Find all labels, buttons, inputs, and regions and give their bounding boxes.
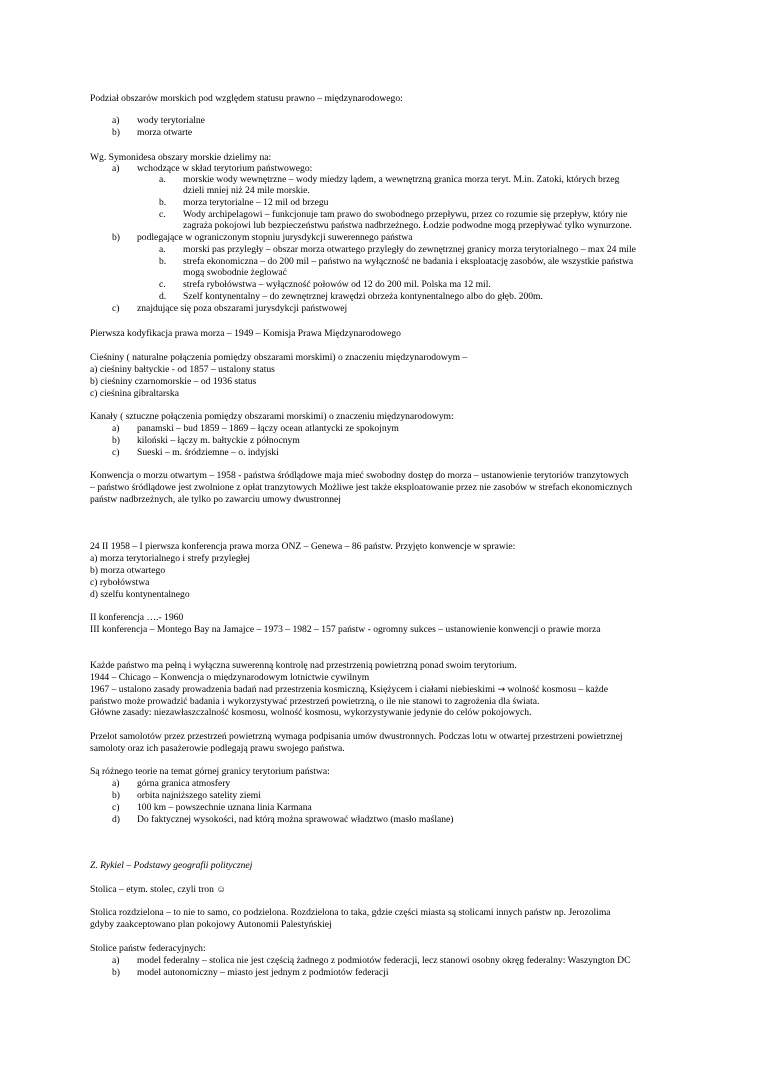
list-item: strefa rybołówstwa – wyłączność połowów od 12 do 200 mil. Polska ma 12 mil. xyxy=(183,279,491,290)
list-item: podlegające w ograniczonym stopniu jurysdykcji suwerennego państwa xyxy=(137,232,413,243)
list-marker: a) xyxy=(112,423,120,434)
divided-capital-line: gdyby zaakceptowano plan pokojowy Autonomii Palestyńskiej xyxy=(90,919,332,930)
list-item: znajdujące się poza obszarami jurysdykcji państwowej xyxy=(137,303,348,314)
list-marker: b) xyxy=(112,790,120,801)
list-marker: d) xyxy=(112,814,120,825)
flights-line: samoloty oraz ich pasażerowie podlegają prawu swojego państwa. xyxy=(90,743,345,754)
second-conference: II konferencja ….- 1960 xyxy=(90,612,184,623)
canals-intro: Kanały ( sztuczne połączenia pomiędzy obszarami morskimi) o znaczeniu międzynarodowym: xyxy=(90,411,454,422)
list-marker: a) xyxy=(112,163,120,174)
list-item: wchodzące w skład terytorium państwowego: xyxy=(137,163,313,174)
list-item-continuation: dzieli mniej niż 24 mile morskie. xyxy=(183,185,310,196)
list-item: Wody archipelagowi – funkcjonuje tam prawo do swobodnego przepływu, przez co rozumie się przepływ, który nie xyxy=(183,209,628,220)
federal-intro: Stolice państw federacyjnych: xyxy=(90,943,206,954)
list-marker: c. xyxy=(159,279,166,290)
list-item: Szelf kontynentalny – do zewnętrznej krawędzi obrzeża kontynentalnego albo do głęb. 200m. xyxy=(183,291,543,302)
list-item: orbita najniższego satelity ziemi xyxy=(137,790,261,801)
third-conference: III konferencja – Montego Bay na Jamajce – 1973 – 1982 – 157 państw - ogromny sukces – ustanowienie konwencji o prawie morza xyxy=(90,624,601,635)
flights-line: Przelot samolotów przez przestrzeń powietrzną wymaga podpisania umów dwustronnych. Podczas lotu w otwartej przestrzeni powietrznej xyxy=(90,731,623,742)
theories-intro: Są różnego teorie na temat górnej granicy terytorium państwa: xyxy=(90,766,330,777)
list-item: model federalny – stolica nie jest częścią żadnego z podmiotów federacji, lecz stanowi osobny okręg federalny: Waszyngton DC xyxy=(137,955,631,966)
convention-line: Konwencja o morzu otwartym – 1958 - państwa śródlądowe maja mieć swobodny dostęp do morza – ustanowienie terytoriów tranzytowych xyxy=(90,470,629,481)
list-item: a) cieśniny bałtyckie - od 1857 – ustalony status xyxy=(90,364,275,375)
list-marker: a) xyxy=(112,955,120,966)
conference-intro: 24 II 1958 – I pierwsza konferencja prawa morza ONZ – Genewa – 86 państw. Przyjęto konwencje w sprawie: xyxy=(90,541,516,552)
convention-line: państw nadbrzeżnych, ale tylko po zawarciu umowy dwustronnej xyxy=(90,494,341,505)
list-item: górna granica atmosfery xyxy=(137,778,231,789)
list-item: a) morza terytorialnego i strefy przyległej xyxy=(90,553,251,564)
list-marker: b) xyxy=(112,967,120,978)
list-marker: a. xyxy=(159,244,166,255)
airspace-line: Każde państwo ma pełną i wyłączna suwerenną kontrolę nad przestrzenią powietrzną ponad swoim terytorium. xyxy=(90,660,517,671)
list-marker: b) xyxy=(112,127,120,138)
convention-line: – państwo śródlądowe jest zwolnione z opłat tranzytowych Możliwe jest także eksploatowanie przez nie zasobów w strefach ekonomicznych xyxy=(90,482,633,493)
list-marker: c) xyxy=(112,303,120,314)
list-marker: c. xyxy=(159,209,166,220)
list-marker: a) xyxy=(112,778,120,789)
list-marker: a. xyxy=(159,174,166,185)
list-item: b) morza otwartego xyxy=(90,565,166,576)
list-item: morskie wody wewnętrzne – wody miedzy lądem, a wewnętrzną granica morza teryt. M.in. Zatoki, których brzeg xyxy=(183,174,620,185)
airspace-text: 1967 – ustalono zasady prowadzenia badań nad przestrzenia kosmiczną, Księżycem i ciałami niebieskimi xyxy=(90,684,498,695)
list-item-continuation: mogą swobodnie żeglować xyxy=(183,267,287,278)
divided-capital-line: Stolica rozdzielona – to nie to samo, co podzielona. Rozdzielona to taka, gdzie części miasta są stolicami innych państw np. Jerozolima xyxy=(90,907,611,918)
list-item: c) cieśnina gibraltarska xyxy=(90,388,179,399)
list-item: strefa ekonomiczna – do 200 mil – państwo na wyłączność ne badania i eksploatację zasobów, ale wszystkie państwa xyxy=(183,256,634,267)
list-marker: b. xyxy=(159,197,167,208)
list-item: Sueski – m. śródziemne – o. indyjski xyxy=(137,447,279,458)
list-marker: a) xyxy=(112,115,120,126)
list-marker: c) xyxy=(112,802,120,813)
list-marker: b) xyxy=(112,232,120,243)
airspace-line xyxy=(90,684,608,696)
capital-etymology: Stolica – etym. stolec, czyli tron ☺ xyxy=(90,884,227,895)
list-item: Do faktycznej wysokości, nad którą można sprawować władztwo (masło maślane) xyxy=(137,814,454,825)
airspace-line: 1944 – Chicago – Konwencja o międzynarodowym lotnictwie cywilnym xyxy=(90,672,370,683)
list-marker: b. xyxy=(159,256,167,267)
codification: Pierwsza kodyfikacja prawa morza – 1949 – Komisja Prawa Międzynarodowego xyxy=(90,328,401,339)
heading: Podział obszarów morskich pod względem statusu prawno – międzynarodowego: xyxy=(90,93,403,104)
symonides-intro: Wg. Symonidesa obszary morskie dzielimy na: xyxy=(90,152,272,163)
list-marker: c) xyxy=(112,447,120,458)
airspace-line: Główne zasady: niezawłaszczalność kosmosu, wolność kosmosu, wykorzystywanie jedynie do celów pokojowych. xyxy=(90,707,532,718)
list-item: d) szelfu kontynentalnego xyxy=(90,589,190,600)
straits-intro: Cieśniny ( naturalne połączenia pomiędzy obszarami morskimi) o znaczeniu międzynarodowym – xyxy=(90,352,468,363)
list-marker: d. xyxy=(159,291,167,302)
airspace-line: państwo może prowadzić badania i wykorzystywać przestrzeń powietrzną, o ile nie stanowi to zagrożenia dla świata. xyxy=(90,696,540,707)
list-item-continuation: zagraża pokojowi lub bezpieczeństwu państwa nadbrzeżnego. Łodzie podwodne mogą przepływać tylko wynurzone. xyxy=(183,220,632,231)
list-marker: b) xyxy=(112,435,120,446)
book-reference: Z. Rykiel – Podstawy geografii politycznej xyxy=(90,860,253,871)
list-item: panamski – bud 1859 – 1869 – łączy ocean atlantycki ze spokojnym xyxy=(137,423,399,434)
list-item: b) cieśniny czarnomorskie – od 1936 status xyxy=(90,376,257,387)
list-item: morski pas przyległy – obszar morza otwartego przyległy do zewnętrznej granicy morza terytorialnego – max 24 mile xyxy=(183,244,636,255)
arrow-right-icon: → xyxy=(497,685,506,695)
list-item: model autonomiczny – miasto jest jednym z podmiotów federacji xyxy=(137,967,389,978)
list-item: kiloński – łączy m. bałtyckie z północnym xyxy=(137,435,300,446)
list-item: wody terytorialne xyxy=(137,115,205,126)
airspace-text: wolność kosmosu – każde xyxy=(505,684,608,695)
list-item: morza terytorialne – 12 mil od brzegu xyxy=(183,197,329,208)
list-item: morza otwarte xyxy=(137,127,193,138)
list-item: c) rybołówstwa xyxy=(90,577,150,588)
list-item: 100 km – powszechnie uznana linia Karmana xyxy=(137,802,312,813)
